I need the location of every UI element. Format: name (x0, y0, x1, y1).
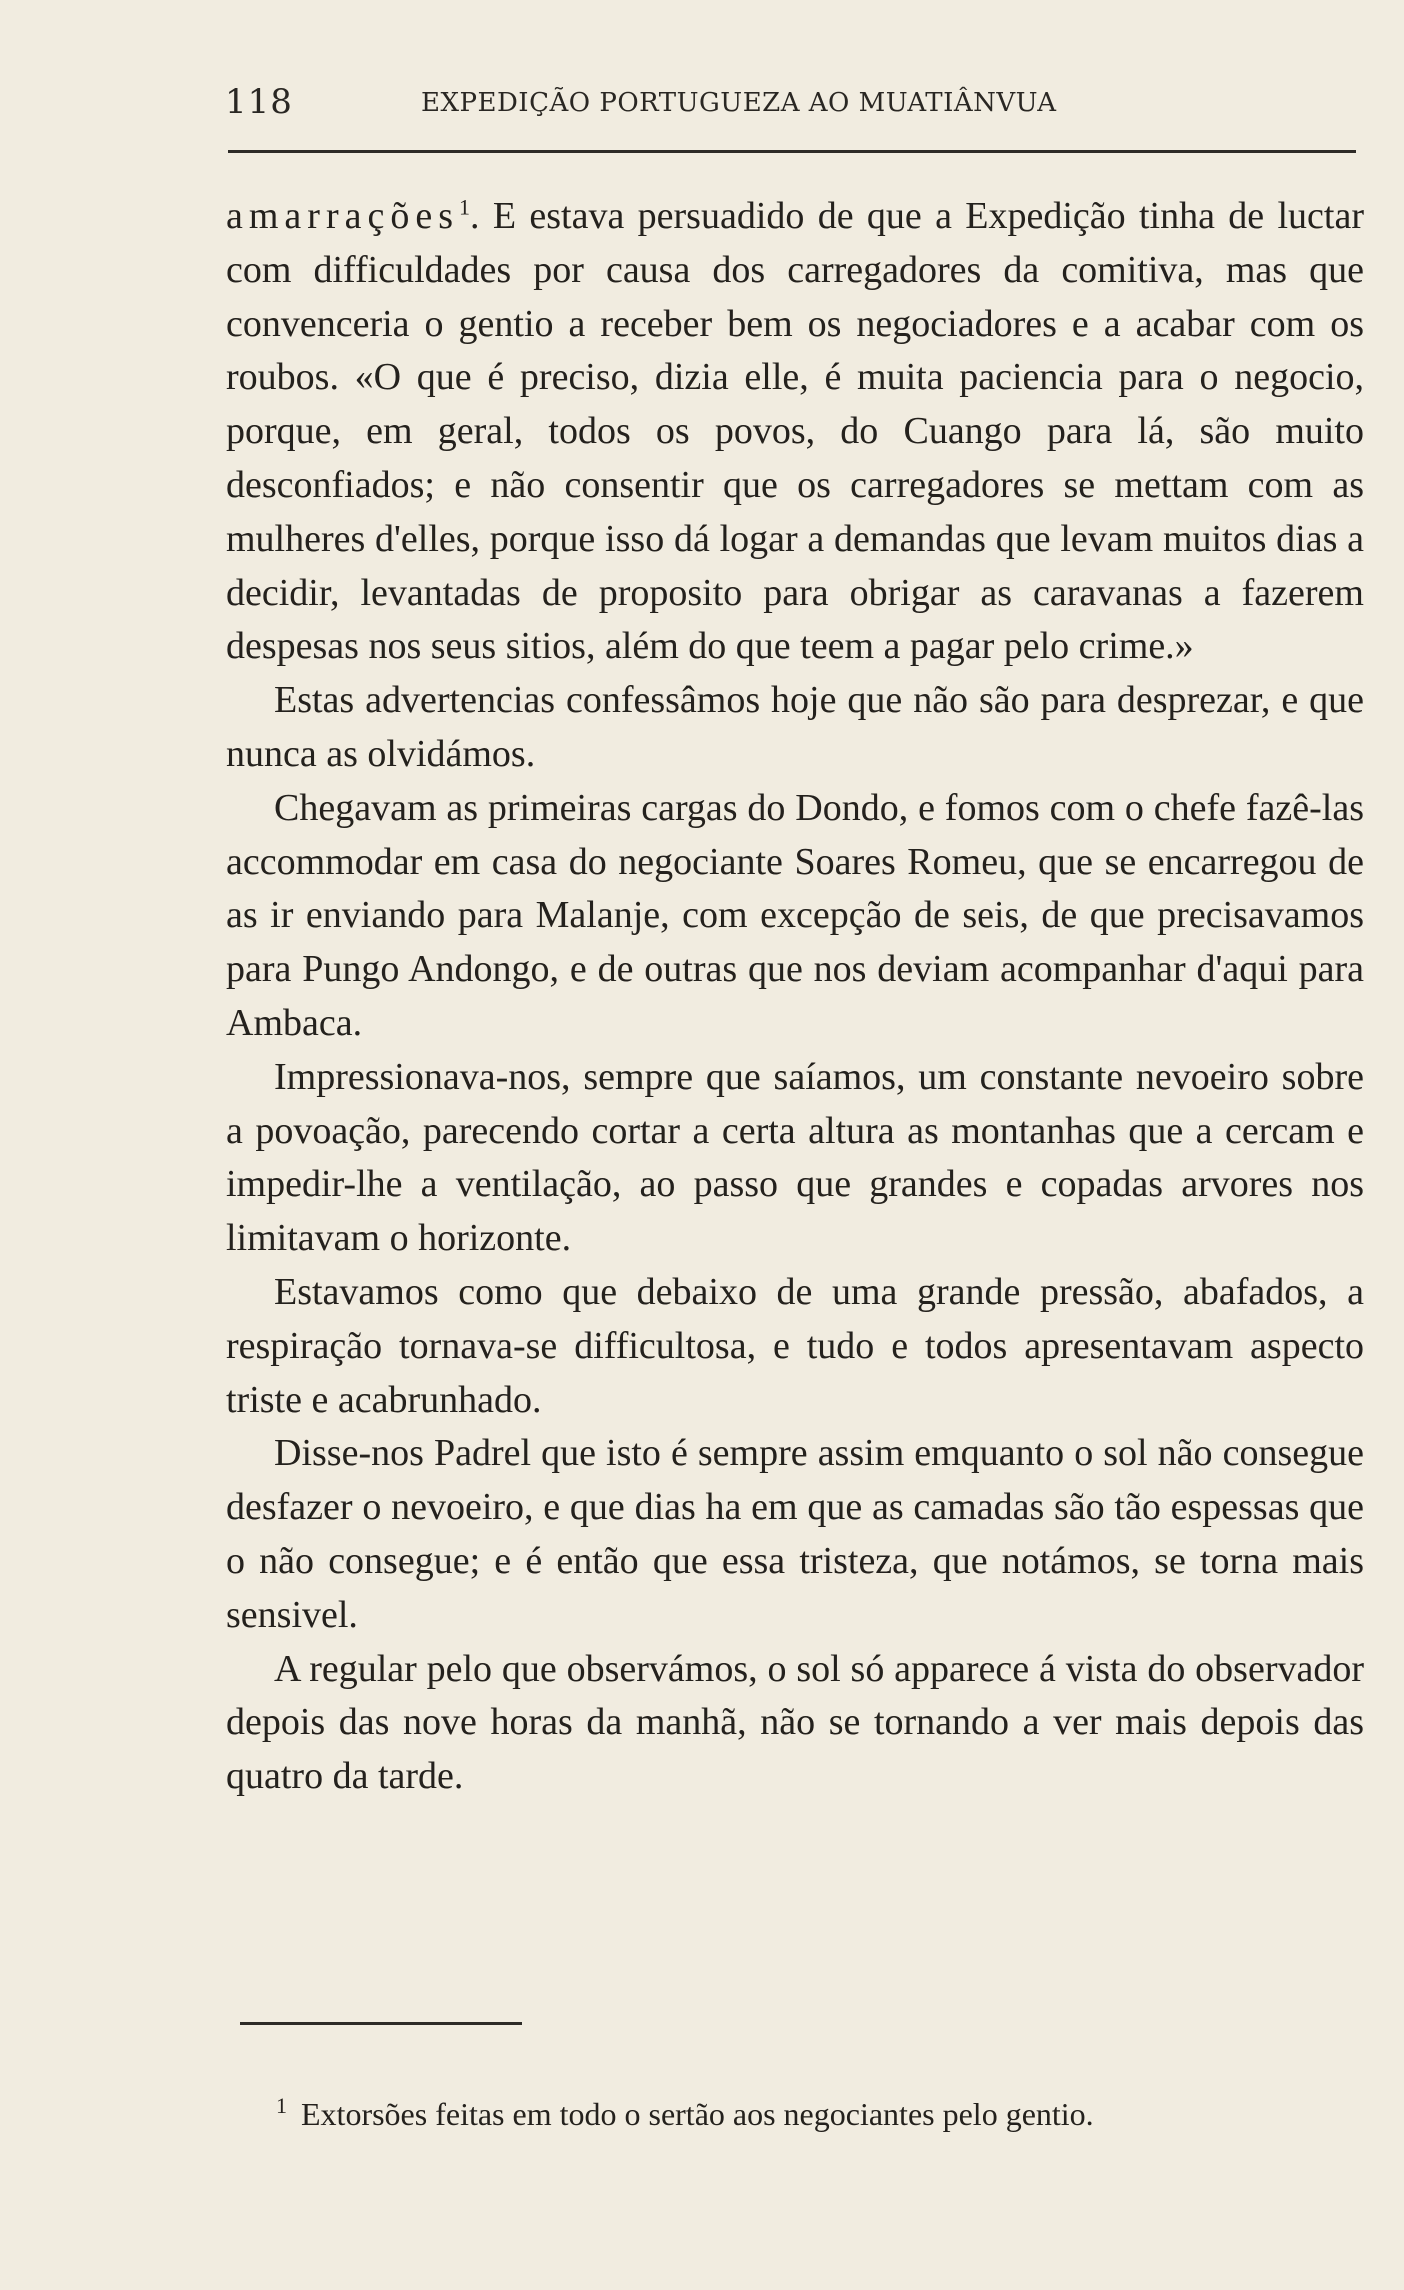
running-title: EXPEDIÇÃO PORTUGUEZA AO MUATIÂNVUA (421, 88, 1057, 118)
page-number: 118 (225, 82, 293, 122)
paragraph-1-text: . E estava persuadido de que a Expedição tinha de luctar com difficuldades por causa dos carregadores da comitiva, mas que convenceria o gentio a receber bem os negociadores e a acabar com os roubos. «O que é preciso, dizia elle, é muita paciencia para o negocio, porque, em geral, todos os povos, do Cuango para lá, são muito desconfiados; e não consentir que os carregadores se mettam com as mulheres d'elles, porque isso dá logar a demandas que levam muitos dias a decidir, levantadas de proposito para obrigar as caravanas a fazerem despesas nos seus sitios, além do que teem a pagar pelo crime.» (226, 195, 1364, 668)
footnote (276, 2094, 1356, 2134)
footnote-marker: 1 (276, 2093, 287, 2119)
footnote-reference: 1 (459, 194, 470, 220)
footnote-text: Extorsões feitas em todo o sertão aos negociantes pelo gentio. (301, 2096, 1094, 2132)
footnote-rule (240, 2022, 522, 2025)
paragraph-6: Disse-nos Padrel que isto é sempre assim emquanto o sol não consegue desfazer o nevoeiro, e que dias ha em que as camadas são tão espessas que o não consegue; e é então que essa tristeza, que notámos, se torna mais sensivel. (226, 1432, 1364, 1636)
header-rule (228, 150, 1356, 153)
paragraph-3: Chegavam as primeiras cargas do Dondo, e fomos com o chefe fazê-las accommodar em casa do negociante Soares Romeu, que se encarregou de as ir enviando para Malanje, com excepção de seis, de que precisavamos para Pungo Andongo, e de outras que nos deviam acompanhar d'aqui para Ambaca. (226, 786, 1364, 1044)
spaced-word: amarrações (226, 195, 459, 237)
paragraph-5: Estavamos como que debaixo de uma grande pressão, abafados, a respiração tornava-se difficultosa, e tudo e todos apresentavam aspecto triste e acabrunhado. (226, 1270, 1364, 1421)
paragraph-2: Estas advertencias confessâmos hoje que não são para desprezar, e que nunca as olvidámos. (226, 679, 1364, 775)
paragraph-4: Impressionava-nos, sempre que saíamos, um constante nevoeiro sobre a povoação, parecendo cortar a certa altura as montanhas que a cercam e impedir-lhe a ventilação, ao passo que grandes e copadas arvores nos limitavam o horizonte. (226, 1055, 1364, 1260)
running-head (225, 82, 1355, 138)
paragraph-7: A regular pelo que observámos, o sol só apparece á vista do observador depois das nove horas da manhã, não se tornando a ver mais depois das quatro da tarde. (226, 1647, 1364, 1798)
paragraph-1 (226, 190, 1364, 674)
body-text (226, 190, 1364, 1804)
